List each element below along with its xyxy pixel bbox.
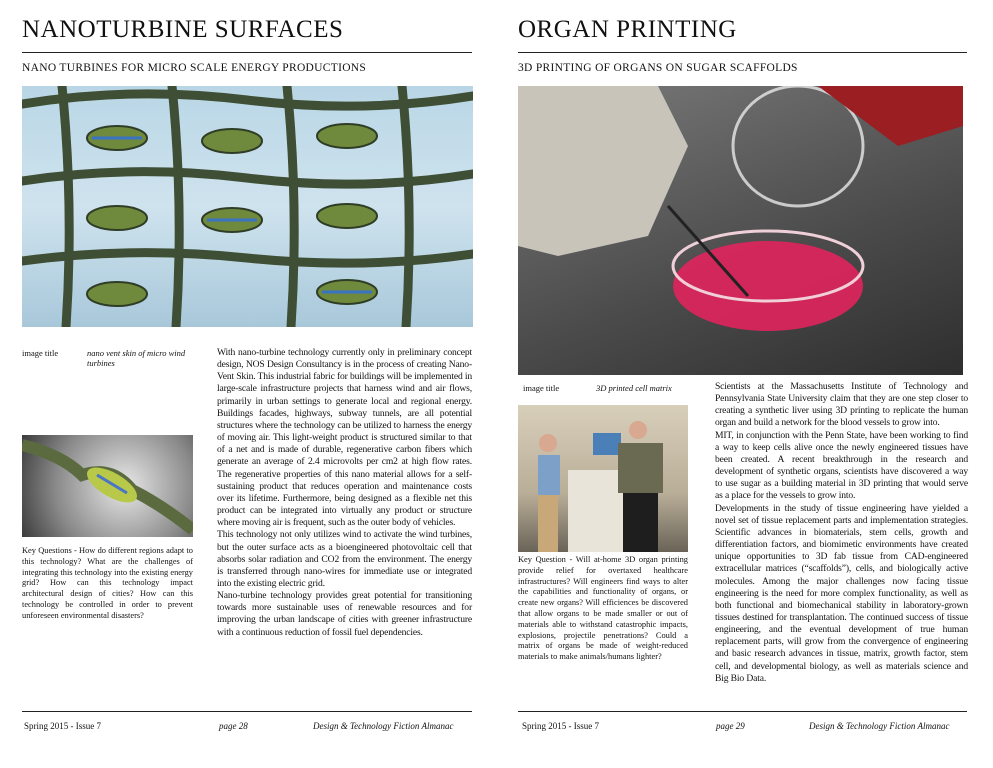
article-body	[715, 381, 968, 685]
page-subtitle: NANO TURBINES FOR MICRO SCALE ENERGY PRODUCTIONS	[22, 62, 367, 74]
image-caption-text: 3D printed cell matrix	[596, 383, 672, 393]
organ-printing-photo	[518, 86, 963, 375]
body-paragraph: With nano-turbine technology currently only in preliminary concept design, NOS Design Consultancy is in the process of creating Nano-Vent Skin. This industrial fabric for buildings will be implemented in large-scale infrastructure projects that harness wind and air flows, primarily in urban settings to generate local and regional energy. Buildings facades, highways, subway tunnels, are all potential structures where the technology can be utilized to harness the energy of moving air. This light-weight product is structured similar to that of a net and is made of durable, regenerative carbon fibers which generate an average of 2.4 microvolts per cm2 at high flow rates. The regenerative properties of this nano material allows for a self-sustaining product that reduces operation and maintenance costs over its lifetime. Furthermore, being designed as a flexible net this product can be integrated into virtually any product or structure where moving air is frequent, such as the outer body of vehicles.	[217, 347, 472, 529]
footer-publication: Design & Technology Fiction Almanac	[809, 721, 950, 731]
footer-page-number: page 28	[219, 721, 248, 731]
footer-page-number: page 29	[716, 721, 745, 731]
scientists-photo	[518, 405, 688, 552]
body-paragraph: Developments in the study of tissue engineering have yielded a novel set of tissue replacement parts and implementation strategies. Scientific advances in biomaterials, stem cells, growth and differentiation factors, and biomimetic environments have created unique opportunities to 3D fab tissue from CAD-engineered extracellular matrices (“scaffolds”), cells, and biologically active molecules. Among the major challenges now facing tissue engineering is the need for more complex functionality, as well as both functional and biomechanical stability in laboratory-grown tissues destined for transplantation. The continued success of tissue engineering, and the eventual development of true human replacement parts, will grow from the convergence of engineering and basic research advances in tissue, matrix, growth factor, stem cell, and developmental biology, as well as materials science and Big Bio Data.	[715, 502, 968, 684]
footer-divider	[518, 711, 967, 712]
key-questions: Key Questions - How do different regions adapt to this technology? What are the challenges of integrating this technology into the existing energy grid? How can this technology impact architectural design of cities? How can this technology be controlled in order to prevent unforeseen environmental disasters?	[22, 546, 193, 620]
title-divider	[518, 52, 967, 53]
body-paragraph: This technology not only utilizes wind to activate the wind turbines, but the outer surface acts as a bioengineered photovoltaic cell that absorbs solar radiation and CO2 from the environment. The energy is transferred through nano-wires for immediate use or integrated into the existing electric grid.	[217, 529, 472, 589]
image-caption-label: image title	[523, 383, 560, 393]
image-caption-text: nano vent skin of micro wind turbines	[87, 348, 186, 368]
title-divider	[22, 52, 472, 53]
page-title: NANOTURBINE SURFACES	[22, 16, 344, 43]
nano-vent-skin-image	[22, 86, 473, 327]
turbine-closeup-image	[22, 435, 193, 537]
footer-divider	[22, 711, 472, 712]
body-paragraph: Nano-turbine technology provides great potential for transitioning towards more sustainable uses of renewable resources and for improving the urban landscape of cities with greener infrastructure with a continuous reduction of fossil fuel dependencies.	[217, 590, 472, 638]
key-questions: Key Question - Will at-home 3D organ printing provide relief for overtaxed healthcare infrastructures? Will engineers find ways to alter the capabilities and functionality of organs, or create new organs? Will efficiences be discovered that allow organs to be made smaller or out of materials able to withstand catastrophic impacts, explosions, projectile penetrations? Could a matrix of organs be made of weight-reduced materials to make animals/humans lighter?	[518, 555, 688, 662]
article-body	[217, 347, 472, 639]
footer-publication: Design & Technology Fiction Almanac	[313, 721, 454, 731]
footer-issue: Spring 2015 - Issue 7	[522, 721, 599, 731]
page-title: ORGAN PRINTING	[518, 16, 737, 43]
page-subtitle: 3D PRINTING OF ORGANS ON SUGAR SCAFFOLDS	[518, 62, 798, 74]
body-paragraph: MIT, in conjunction with the Penn State, have been working to find a way to keep cells alive once the newly engineered tissues have been created. A recent breakthrough in the research and development of synthetic organs, scientists have discovered a way to use sugar as a building material in 3D printing that would serve as a place for the vessels to grow into.	[715, 429, 968, 502]
body-paragraph: Scientists at the Massachusetts Institute of Technology and Pennsylvania State University claim that they are one step closer to creating a synthetic liver using 3D printing to replicate the human organ and build a network for the blood vessels to grow into.	[715, 381, 968, 429]
image-caption-label: image title	[22, 348, 59, 358]
footer-issue: Spring 2015 - Issue 7	[24, 721, 101, 731]
